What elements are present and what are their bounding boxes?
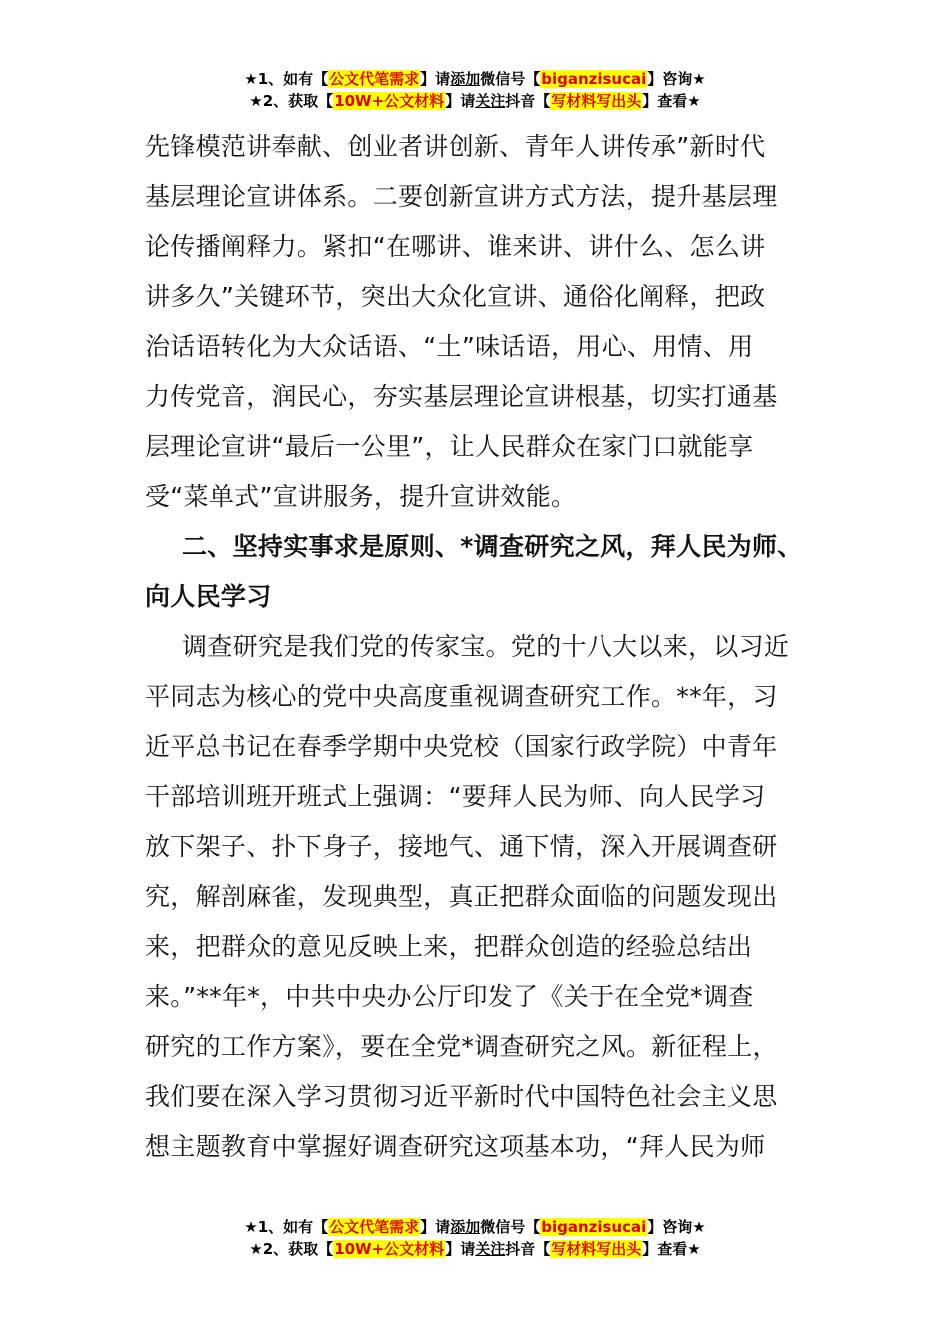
banner-text: 微信号【 [480,1218,541,1236]
body-line: 调查研究是我们党的传家宝。党的十八大以来，以习近 [182,632,790,661]
highlight-service: 公文代笔需求 [329,70,420,88]
banner-text: 】咨询★ [647,70,706,88]
body-line: 论传播阐释力。紧扣“在哪讲、谁来讲、讲什么、怎么讲 [145,232,766,261]
banner-text: 】咨询★ [647,1218,706,1236]
body-line: 干部培训班开班式上强调：“要拜人民为师、向人民学习 [145,782,766,811]
underlined-text: 添加 [450,70,481,88]
body-line: 来，把群众的意见反映上来，把群众创造的经验总结出 [145,932,753,961]
document-body [145,122,825,1172]
body-line: 近平总书记在春季学期中央党校（国家行政学院）中青年 [145,732,778,761]
highlight-douyin: 写材料写出头 [551,1240,642,1258]
banner-text: 抖音【 [505,92,551,110]
banner-line-2 [0,1238,950,1260]
body-line: 放下架子、扑下身子，接地气、通下情，深入开展调查研 [145,832,778,861]
body-line: 来。”**年*，中共中央办公厅印发了《关于在全党*调查 [145,982,754,1011]
banner-text: 】请 [445,1240,476,1258]
section-heading: 二、坚持实事求是原则、*调查研究之风，拜人民为师、 [182,532,803,561]
body-line: 先锋模范讲奉献、创业者讲创新、青年人讲传承”新时代 [145,132,766,161]
underlined-text: 关注 [475,92,506,110]
body-line: 基层理论宣讲体系。二要创新宣讲方式方法，提升基层理 [145,182,778,211]
body-line: 平同志为核心的党中央高度重视调查研究工作。**年，习 [145,682,778,711]
underlined-text: 关注 [475,1240,506,1258]
banner-line-2 [0,90,950,112]
highlight-materials: 10W+公文材料 [334,92,445,110]
banner-text: ★1、如有【 [244,1218,329,1236]
body-line: 治话语转化为大众话语、“土”味话语，用心、用情、用 [145,332,754,361]
body-line: 究，解剖麻雀，发现典型，真正把群众面临的问题发现出 [145,882,778,911]
highlight-wechat-id: biganzisucai [541,1218,647,1236]
banner-text: 】请 [445,92,476,110]
highlight-douyin: 写材料写出头 [551,92,642,110]
banner-text: ★2、获取【 [249,92,334,110]
body-line: 研究的工作方案》，要在全党*调查研究之风。新征程上， [145,1032,778,1061]
banner-text: ★1、如有【 [244,70,329,88]
footer-banner [0,1216,950,1260]
body-line: 受“菜单式”宣讲服务，提升宣讲效能。 [145,482,577,511]
banner-text: 微信号【 [480,70,541,88]
section-heading: 向人民学习 [145,582,272,611]
banner-text: 】请 [420,1218,451,1236]
banner-text: 】查看★ [642,92,701,110]
body-line: 层理论宣讲“最后一公里”，让人民群众在家门口就能享 [145,432,754,461]
banner-line-1 [0,68,950,90]
banner-line-1 [0,1216,950,1238]
underlined-text: 添加 [450,1218,481,1236]
banner-text: ★2、获取【 [249,1240,334,1258]
body-line: 我们要在深入学习贯彻习近平新时代中国特色社会主义思 [145,1082,778,1111]
banner-text: 】查看★ [642,1240,701,1258]
body-line: 讲多久”关键环节，突出大众化宣讲、通俗化阐释，把政 [145,282,766,311]
banner-text: 】请 [420,70,451,88]
highlight-wechat-id: biganzisucai [541,70,647,88]
banner-text: 抖音【 [505,1240,551,1258]
highlight-materials: 10W+公文材料 [334,1240,445,1258]
body-line: 力传党音，润民心，夯实基层理论宣讲根基，切实打通基 [145,382,778,411]
highlight-service: 公文代笔需求 [329,1218,420,1236]
body-line: 想主题教育中掌握好调查研究这项基本功，“拜人民为师 [145,1132,766,1161]
header-banner [0,68,950,112]
